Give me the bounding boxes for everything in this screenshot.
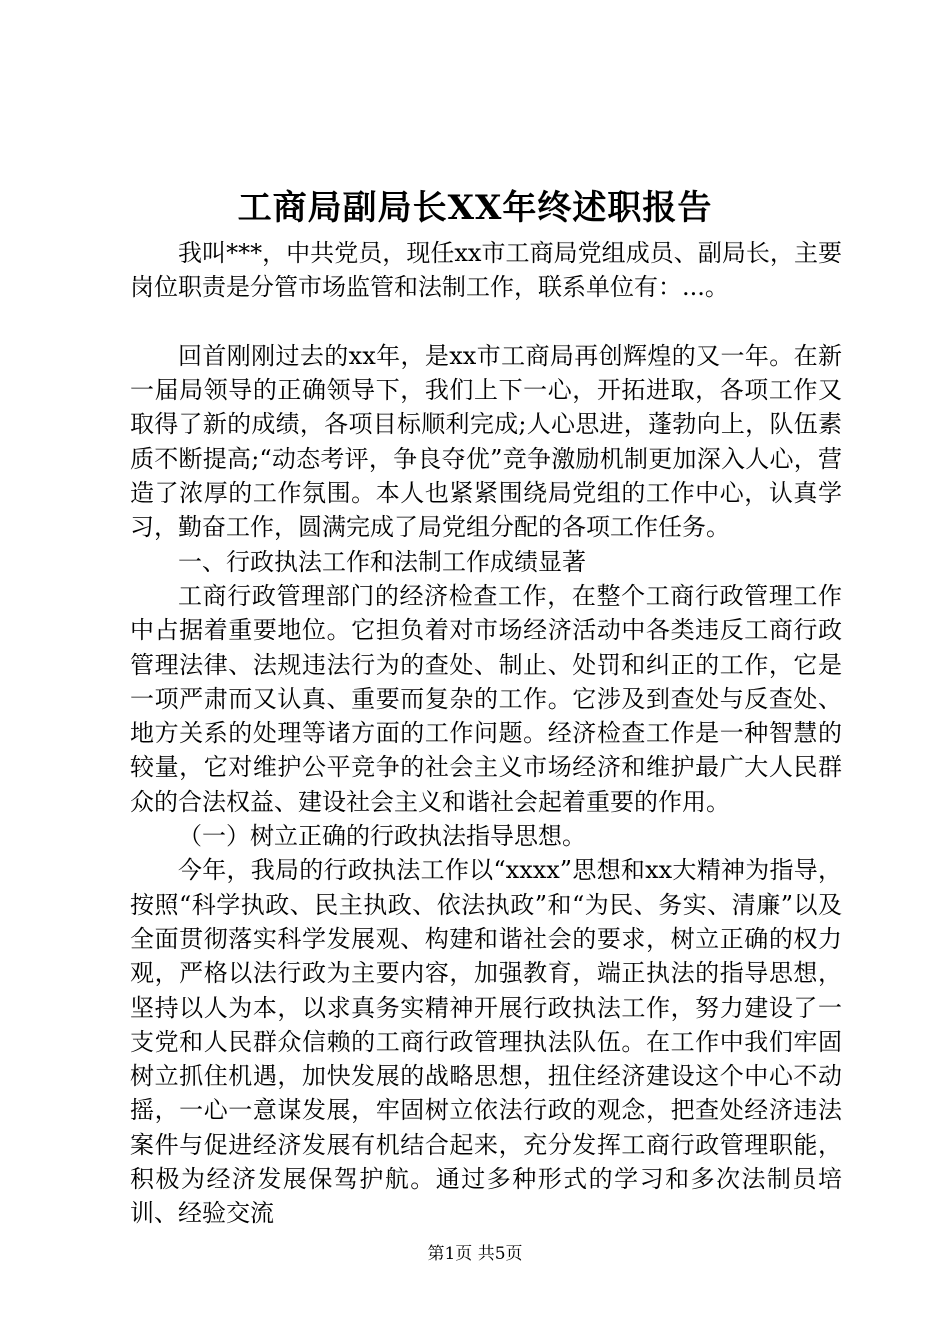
paragraph-intro: 我叫***，中共党员，现任xx市工商局党组成员、副局长，主要岗位职责是分管市场监管和法制工作，联系单位有：...。 — [130, 239, 842, 302]
paragraph-review: 回首刚刚过去的xx年，是xx市工商局再创辉煌的又一年。在新一届局领导的正确领导下，我们上下一心，开拓进取，各项工作又取得了新的成绩，各项目标顺利完成;人心思进，蓬勃向上，队伍素质不断提高;“动态考评，争良夺优”竞争激励机制更加深入人心，营造了浓厚的工作氛围。本人也紧紧围绕局党组的工作中心，认真学习，勤奋工作，圆满完成了局党组分配的各项工作任务。 — [130, 341, 842, 542]
paragraph-inspection: 工商行政管理部门的经济检查工作，在整个工商行政管理工作中占据着重要地位。它担负着对市场经济活动中各类违反工商行政管理法律、法规违法行为的查处、制止、处罚和纠正的工作，它是一项严肃而又认真、重要而复杂的工作。它涉及到查处与反查处、地方关系的处理等诸方面的工作问题。经济检查工作是一种智慧的较量，它对维护公平竞争的社会主义市场经济和维护最广大人民群众的合法权益、建设社会主义和谐社会起着重要的作用。 — [130, 581, 842, 816]
paragraph-spacer — [130, 305, 842, 339]
subsection-heading-1: （一）树立正确的行政执法指导思想。 — [178, 822, 586, 851]
page-number-footer: 第1页 共5页 — [427, 1244, 523, 1264]
document-body — [130, 236, 842, 1231]
document-title: 工商局副局长XX年终述职报告 — [237, 188, 713, 228]
paragraph-guidance: 今年，我局的行政执法工作以“xxxx”思想和xx大精神为指导，按照“科学执政、民主执政、依法执政”和“为民、务实、清廉”以及全面贯彻落实科学发展观、构建和谐社会的要求，树立正确的权力观，严格以法行政为主要内容，加强教育，端正执法的指导思想，坚持以人为本，以求真务实精神开展行政执法工作，努力建设了一支党和人民群众信赖的工商行政管理执法队伍。在工作中我们牢固树立抓住机遇，加快发展的战略思想，扭住经济建设这个中心不动摇，一心一意谋发展，牢固树立依法行政的观念，把查处经济违法案件与促进经济发展有机结合起来，充分发挥工商行政管理职能，积极为经济发展保驾护航。通过多种形式的学习和多次法制员培训、经验交流 — [130, 856, 842, 1228]
section-heading-1: 一、行政执法工作和法制工作成绩显著 — [178, 547, 586, 576]
